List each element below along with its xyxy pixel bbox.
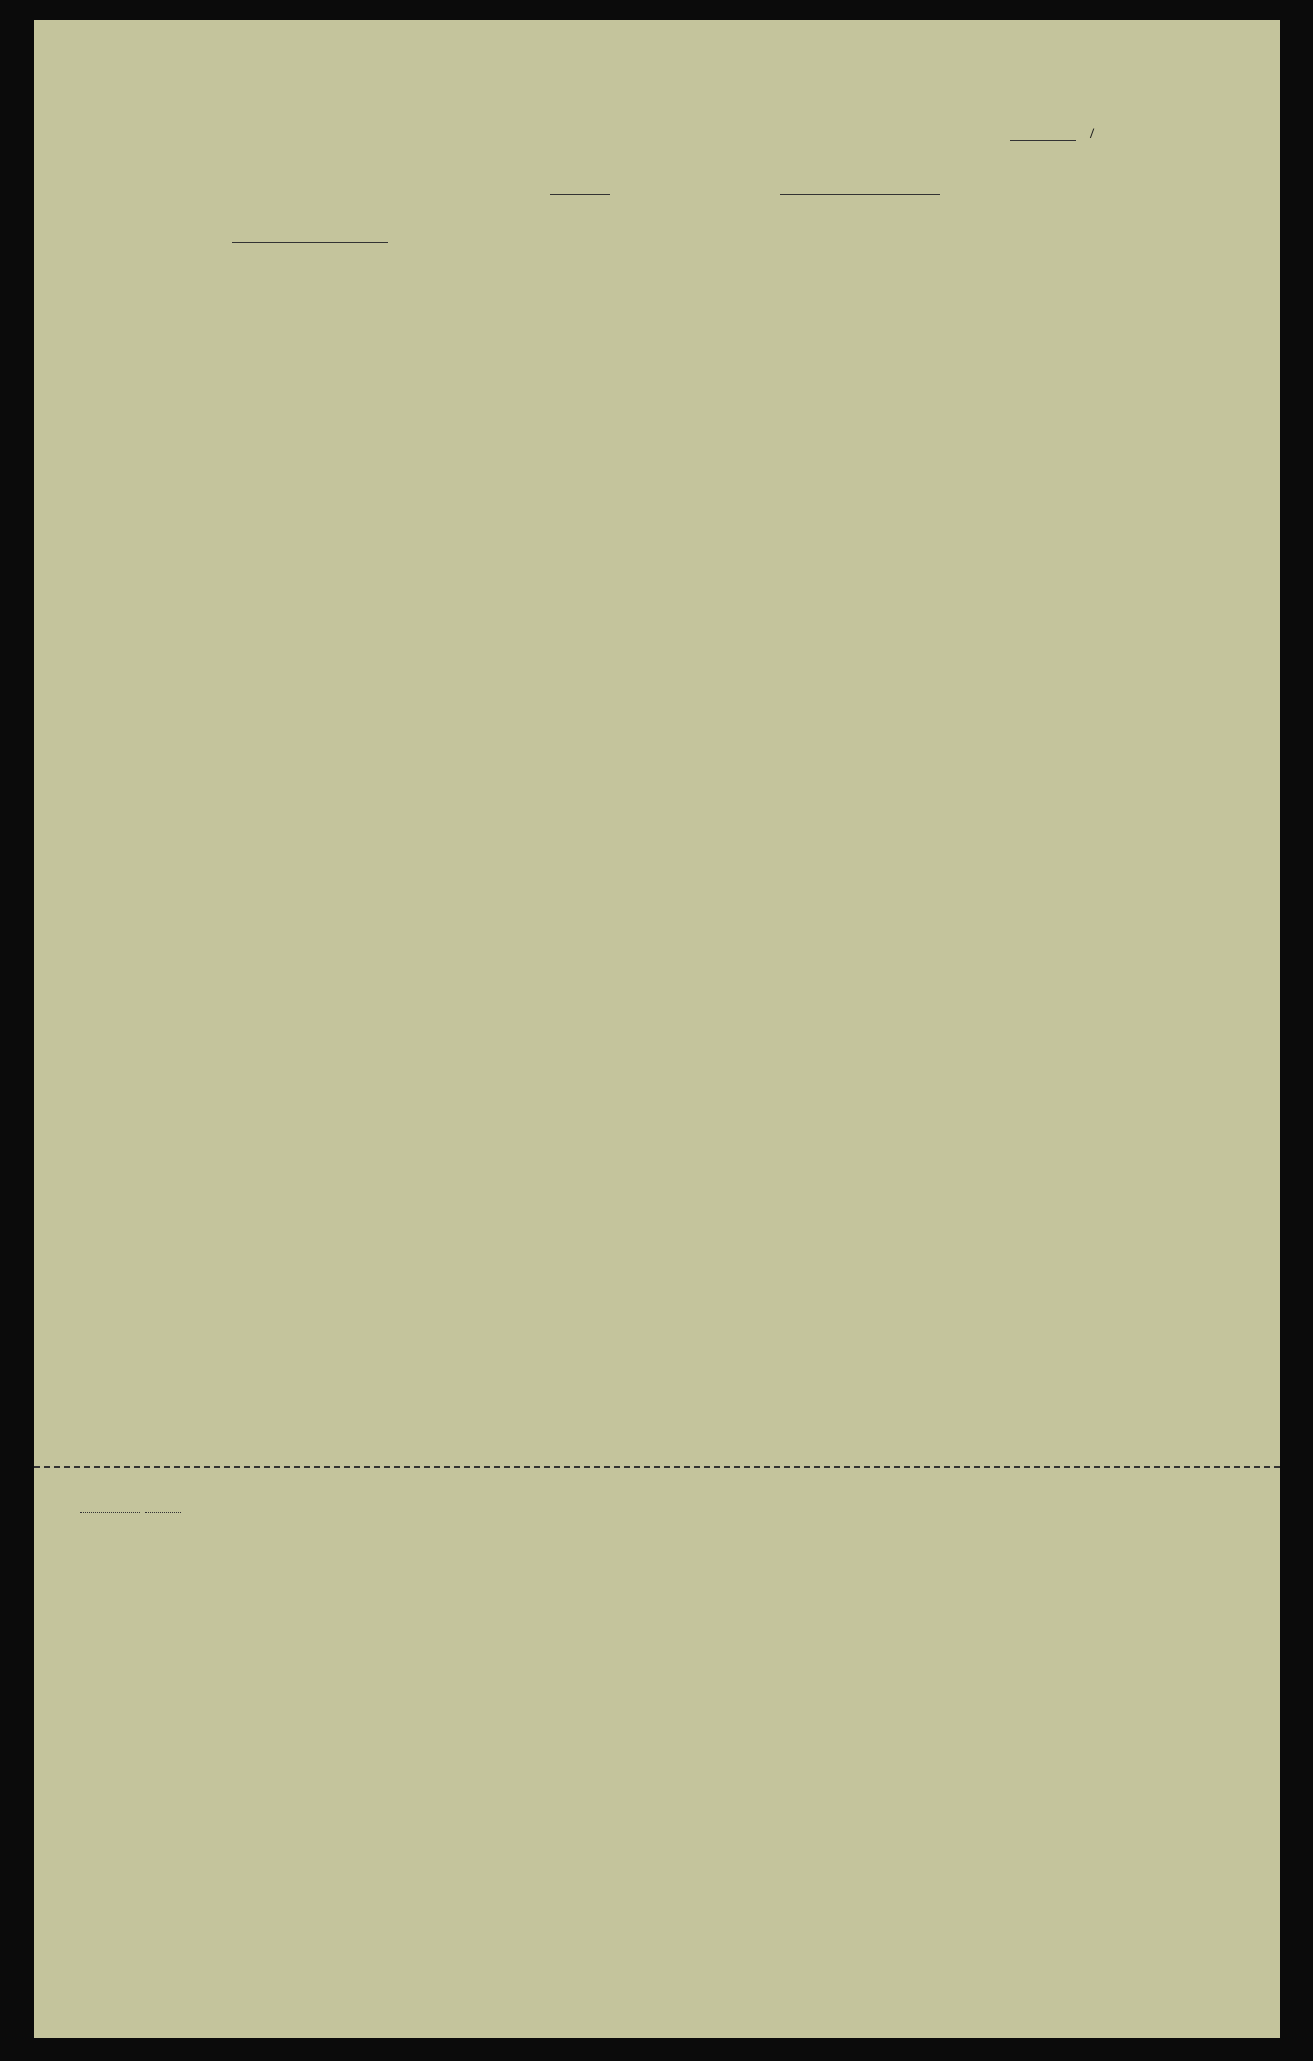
form-sheet — [34, 20, 1280, 2038]
part-d-title — [80, 1497, 181, 1519]
serial-label: / — [1090, 126, 1095, 142]
tear-line — [34, 1466, 1280, 1468]
